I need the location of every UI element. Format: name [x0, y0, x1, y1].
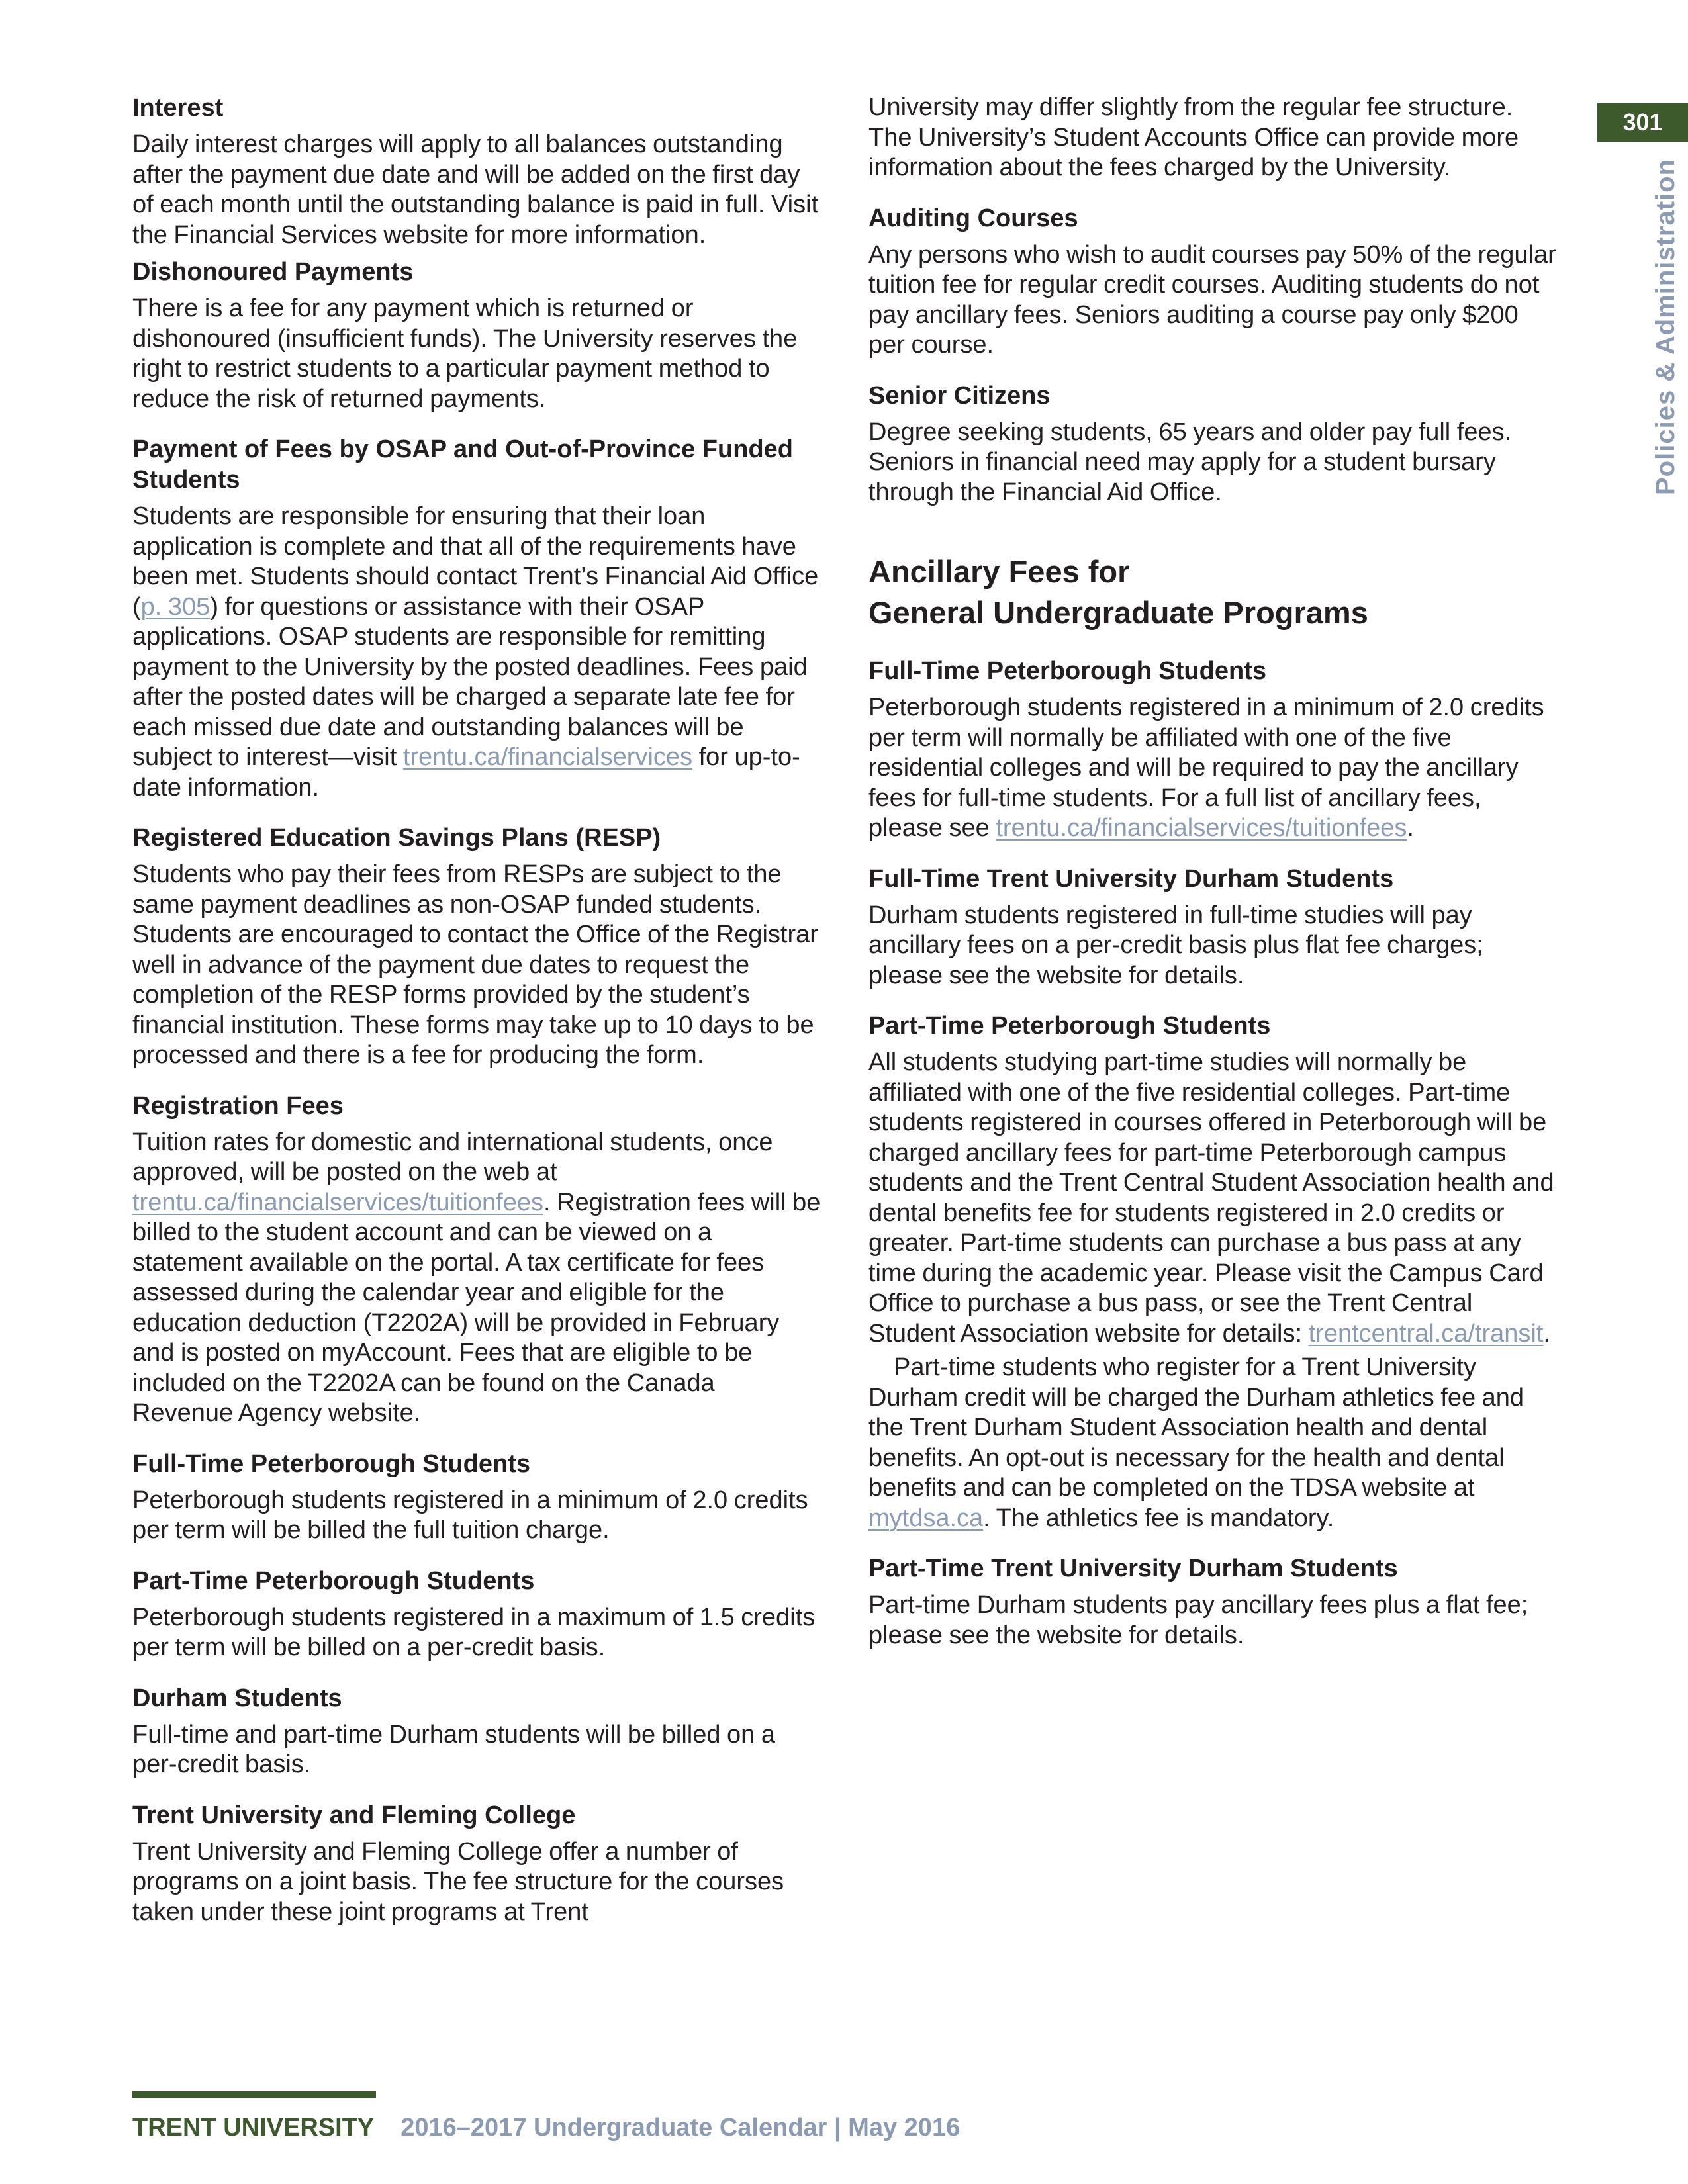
resp-heading: Registered Education Savings Plans (RESP) [132, 824, 661, 852]
page-number: 301 [1597, 103, 1688, 142]
footer [132, 2113, 960, 2143]
pt-peterborough-body-2-end: . The athletics fee is mandatory. [983, 1504, 1335, 1532]
right-column [868, 93, 1557, 1651]
registration-text [132, 1128, 821, 1429]
ancillary-pt-peterborough-text-1 [868, 1048, 1557, 1349]
ancillary-ft-durham-heading: Full-Time Trent University Durham Students [868, 864, 1394, 893]
fleming-heading: Trent University and Fleming College [132, 1801, 576, 1829]
durham-text: Full-time and part-time Durham students will be billed on a per-credit basis. [132, 1720, 775, 1778]
ancillary-ft-peterborough-body: Peterborough students registered in a minimum of 2.0 credits per term will normally be affiliated with one of the five residential colleges and will be required to pay the ancillary fees for full-time students. For a full list of ancillary fees, please see [868, 694, 1544, 842]
osap-page-link[interactable]: p. 305 [140, 592, 211, 621]
ancillary-section-title [868, 551, 1557, 633]
ancillary-ft-peterborough-end: . [1407, 814, 1414, 842]
ancillary-title-line1: Ancillary Fees for [868, 554, 1130, 589]
ancillary-title-line2: General Undergraduate Programs [868, 595, 1368, 630]
ancillary-ft-durham-text: Durham students registered in full-time studies will pay ancillary fees on a per-credit basis plus flat fee charges; please see the website for details. [868, 901, 1483, 989]
fleming-text: Trent University and Fleming College offer a number of programs on a joint basis. The fee structure for the courses taken under these joint programs at Trent [132, 1837, 784, 1926]
pt-peterborough-body-1: All students studying part-time studies will normally be affiliated with one of the five residential colleges. Part-time students registered in courses offered in Peterborough will be charged ancillary fees for part-time Peterborough campus students and the Trent Central Student Association health and dental benefits fee for students registered in 2.0 credits or greater. Part-time students can purchase a bus pass at any time during the academic year. Please visit the Campus Card Office to purchase a bus pass, or see the Trent Central Student Association website for details: [868, 1048, 1554, 1347]
resp-text: Students who pay their fees from RESPs are subject to the same payment deadlines as non-OSAP funded students. Students are encouraged to contact the Office of the Registrar well in advance of the payment due dates to request the completion of the RESP forms provided by the student’s financial institution. These forms may take up to 10 days to be processed and there is a fee for producing the form. [132, 860, 818, 1069]
financial-services-link[interactable]: trentu.ca/financialservices [402, 743, 693, 771]
auditing-text: Any persons who wish to audit courses pay 50% of the regular tuition fee for regular credit courses. Auditing students do not pay ancillary fees. Seniors auditing a course pay only $200 per course. [868, 240, 1556, 359]
ancillary-pt-peterborough-text-2 [868, 1353, 1557, 1533]
ancillary-pt-durham-heading: Part-Time Trent University Durham Students [868, 1555, 1398, 1582]
tdsa-link[interactable]: mytdsa.ca [868, 1504, 984, 1532]
auditing-heading: Auditing Courses [868, 204, 1078, 232]
section-tab [1620, 158, 1680, 502]
seniors-text: Degree seeking students, 65 years and older pay full fees. Seniors in financial need may apply for a student bursary through the Financial Aid Office. [868, 418, 1512, 506]
interest-heading: Interest [132, 94, 224, 122]
osap-text [132, 502, 821, 803]
pt-peterborough-body-2: Part-time students who register for a Trent University Durham credit will be charged the Durham athletics fee and the Trent Durham Student Association health and dental benefits. An opt-out is necessary for the health and dental benefits and can be completed on the TDSA website at [868, 1353, 1524, 1502]
osap-text-2: ) for questions or assistance with their OSAP applications. OSAP students are responsible for remitting payment to the University by the posted deadlines. Fees paid after the posted dates will be charged a separate late fee for each missed due date and outstanding balances will be subject to interest—visit [132, 592, 808, 771]
seniors-heading: Senior Citizens [868, 381, 1051, 410]
dishonoured-text: There is a fee for any payment which is returned or dishonoured (insufficient funds). The University reserves the right to restrict students to a particular payment method to reduce the risk of returned payments. [132, 295, 798, 413]
durham-heading: Durham Students [132, 1684, 342, 1712]
section-tab-label: Policies & Administration [1651, 158, 1680, 495]
ancillary-pt-peterborough-heading: Part-Time Peterborough Students [868, 1012, 1271, 1040]
footer-rule [132, 2091, 376, 2098]
ancillary-ft-peterborough-heading: Full-Time Peterborough Students [868, 657, 1266, 685]
interest-text: Daily interest charges will apply to all balances outstanding after the payment due date and will be added on the first day of each month until the outstanding balance is paid in full. Visit the Financial Services website for more information. [132, 130, 819, 249]
osap-text-3: for up-to-date information. [132, 743, 800, 801]
registration-text-1: Tuition rates for domestic and international students, once approved, will be posted on the web at [132, 1128, 773, 1186]
ancillary-pt-durham-text: Part-time Durham students pay ancillary fees plus a flat fee; please see the website for details. [868, 1591, 1528, 1649]
ft-peterborough-heading: Full-Time Peterborough Students [132, 1449, 530, 1478]
fleming-continued-text: University may differ slightly from the regular fee structure. The University’s Student Accounts Office can provide more information about the fees charged by the University. [868, 93, 1519, 181]
footer-calendar: 2016–2017 Undergraduate Calendar | May 2016 [400, 2114, 961, 2142]
footer-org: TRENT UNIVERSITY [132, 2114, 375, 2142]
pt-peterborough-text: Peterborough students registered in a maximum of 1.5 credits per term will be billed on a per-credit basis. [132, 1603, 816, 1661]
transit-link[interactable]: trentcentral.ca/transit [1308, 1319, 1544, 1347]
osap-heading: Payment of Fees by OSAP and Out-of-Province Funded Students [132, 435, 794, 494]
pt-peterborough-body-1-end: . [1543, 1319, 1550, 1347]
tuition-fees-link[interactable]: trentu.ca/financialservices/tuitionfees [132, 1188, 543, 1216]
registration-heading: Registration Fees [132, 1091, 344, 1120]
ancillary-ft-peterborough-text [868, 693, 1557, 844]
ft-peterborough-text: Peterborough students registered in a minimum of 2.0 credits per term will be billed the full tuition charge. [132, 1486, 808, 1544]
registration-text-2: . Registration fees will be billed to the student account and can be viewed on a statement available on the portal. A tax certificate for fees assessed during the calendar year and eligible for the education deduction (T2202A) will be provided in February and is posted on myAccount. Fees that are eligible to be included on the T2202A can be found on the Canada Revenue Agency website. [132, 1188, 821, 1427]
ancillary-tuition-fees-link[interactable]: trentu.ca/financialservices/tuitionfees [996, 814, 1407, 842]
left-column [132, 93, 821, 1927]
dishonoured-heading: Dishonoured Payments [132, 258, 414, 286]
osap-text-1: Students are responsible for ensuring that their loan application is complete and that all of the requirements have been met. Students should contact Trent’s Financial Aid Office ( [132, 502, 819, 621]
pt-peterborough-heading: Part-Time Peterborough Students [132, 1567, 535, 1595]
